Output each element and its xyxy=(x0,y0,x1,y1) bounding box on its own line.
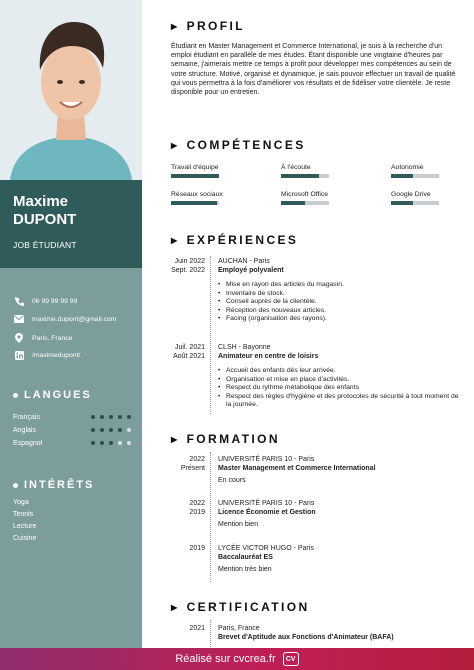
task-item: • Réception des nouveaux articles. xyxy=(218,307,464,316)
linkedin-text: /maximedupont/ xyxy=(32,351,81,359)
level-dot xyxy=(127,441,131,445)
languages-heading: LANGUES xyxy=(13,389,92,401)
skills-heading: ▶ COMPÉTENCES xyxy=(171,138,306,152)
language-level xyxy=(91,415,131,419)
skill-name: Travail d'équipe xyxy=(171,164,219,171)
certification-entry xyxy=(218,624,464,642)
language-level xyxy=(91,441,131,445)
skill-bar xyxy=(391,174,439,178)
map-pin-icon xyxy=(13,332,25,344)
triangle-right-icon: ▶ xyxy=(171,235,180,245)
education-school: LYCÉE VICTOR HUGO - Paris xyxy=(218,545,314,552)
triangle-right-icon: ▶ xyxy=(171,602,180,612)
skill-bar-fill xyxy=(171,201,217,205)
skill-bar-fill xyxy=(391,201,413,205)
skill-bar xyxy=(391,201,439,205)
first-name: Maxime xyxy=(13,193,69,210)
level-dot xyxy=(118,428,122,432)
certification-name: Brevet d'Aptitude aux Fonctions d'Animateur (BAFA) xyxy=(218,634,394,641)
education-note: En cours xyxy=(218,477,246,484)
skill-bar-fill xyxy=(281,201,305,205)
cvcrea-logo-icon: CV xyxy=(283,652,299,666)
profile-heading: ▶ PROFIL xyxy=(171,19,245,33)
email-text: maxime.dupont@gmail.com xyxy=(32,315,117,323)
task-item: • Inventaire de stock. xyxy=(218,290,464,299)
interests-heading: INTÉRÊTS xyxy=(13,479,94,491)
level-dot xyxy=(91,441,95,445)
experience-role: Employé polyvalent xyxy=(218,267,284,274)
experience-entry xyxy=(218,257,464,324)
task-item: • Respect des règles d'hygiène et des protocoles de sécurité à tout moment de la journée. xyxy=(218,393,464,410)
skill-item xyxy=(281,191,361,205)
level-dot xyxy=(109,428,113,432)
certification-date: 2021 xyxy=(189,625,205,632)
linkedin-icon xyxy=(13,349,25,361)
skill-bar xyxy=(171,201,219,205)
level-dot xyxy=(100,415,104,419)
experience-date: Juil. 2021 Août 2021 xyxy=(173,344,205,360)
experience-company: AUCHAN - Paris xyxy=(218,258,270,265)
experience-role: Animateur en centre de loisirs xyxy=(218,353,319,360)
language-row xyxy=(13,438,131,448)
task-item: • Organisation et mise en place d'activités. xyxy=(218,376,464,385)
triangle-right-icon: ▶ xyxy=(171,140,180,150)
profile-text: Étudiant en Master Management et Commerce International, je suis à la recherche d'un emploi étudiant en parallèle de mes études. Étant disponible une vingtaine d'heures par semaine, j'aimerais mettre ce temps à profit pour développer mes compétences au sein de votre structure. Motivé, organisé et dynamique, je sais pouvoir effectuer un travail de qualité qui vous permettra à la fois d'améliorer vos résultats et de fidéliser votre clientèle. Je reste disponible pour un entretien. xyxy=(171,43,456,97)
language-name: Anglais xyxy=(13,426,36,434)
timeline-line xyxy=(210,620,211,647)
certification-heading: ▶ CERTIFICATION xyxy=(171,600,310,614)
education-school: UNIVERSITÉ PARIS 10 - Paris xyxy=(218,456,315,463)
education-entry xyxy=(218,455,464,485)
contact-location xyxy=(13,332,72,344)
skill-item xyxy=(391,191,471,205)
education-entry xyxy=(218,544,464,574)
level-dot xyxy=(100,428,104,432)
skill-name: Google Drive xyxy=(391,191,431,198)
task-item: • Accueil des enfants dès leur arrivée. xyxy=(218,367,464,376)
education-degree: Baccalauréat ES xyxy=(218,554,273,561)
education-school: UNIVERSITÉ PARIS 10 - Paris xyxy=(218,500,315,507)
job-title: JOB ÉTUDIANT xyxy=(13,240,77,250)
skill-name: À l'écoute xyxy=(281,164,311,171)
certification-location: Paris, France xyxy=(218,625,260,632)
profile-photo xyxy=(0,0,142,180)
language-name: Espagnol xyxy=(13,439,43,447)
language-level xyxy=(91,428,131,432)
level-dot xyxy=(118,415,122,419)
education-note: Mention très bien xyxy=(218,566,272,573)
triangle-right-icon: ▶ xyxy=(171,21,180,31)
interest-item: Lecture xyxy=(13,523,37,530)
contact-linkedin[interactable] xyxy=(13,349,80,361)
footer-banner[interactable] xyxy=(0,648,474,670)
level-dot xyxy=(127,428,131,432)
interest-item: Yoga xyxy=(13,499,29,506)
task-item: • Facing (organisation des rayons). xyxy=(218,315,464,324)
skill-bar-fill xyxy=(171,174,219,178)
level-dot xyxy=(109,415,113,419)
skill-bar-fill xyxy=(281,174,319,178)
skill-bar xyxy=(171,174,219,178)
interest-item: Tennis xyxy=(13,511,34,518)
education-heading: ▶ FORMATION xyxy=(171,432,280,446)
level-dot xyxy=(91,415,95,419)
skill-item xyxy=(171,164,251,178)
contact-email[interactable] xyxy=(13,313,116,325)
education-degree: Master Management et Commerce International xyxy=(218,465,376,472)
task-item: • Respect du rythme métabolique des enfants xyxy=(218,384,464,393)
skill-item xyxy=(171,191,251,205)
skill-bar-fill xyxy=(391,174,413,178)
bullet-dot-icon xyxy=(13,483,18,488)
skill-item xyxy=(281,164,361,178)
task-item: • Mise en rayon des articles du magasin. xyxy=(218,281,464,290)
level-dot xyxy=(127,415,131,419)
language-name: Français xyxy=(13,413,40,421)
phone-icon xyxy=(13,295,25,307)
education-date: 2019 xyxy=(189,545,205,552)
experience-entry xyxy=(218,343,464,410)
portrait-illustration xyxy=(0,0,142,180)
education-note: Mention bien xyxy=(218,521,259,528)
task-item: • Conseil auprès de la clientèle. xyxy=(218,298,464,307)
location-text: Paris, France xyxy=(32,334,73,342)
experience-heading: ▶ EXPÉRIENCES xyxy=(171,233,299,247)
education-degree: Licence Économie et Gestion xyxy=(218,509,316,516)
education-entry xyxy=(218,499,464,529)
bullet-dot-icon xyxy=(13,393,18,398)
mail-icon xyxy=(13,313,25,325)
education-date: 2022 2019 xyxy=(189,500,205,516)
triangle-right-icon: ▶ xyxy=(171,434,180,444)
task-list xyxy=(218,367,464,410)
level-dot xyxy=(118,441,122,445)
contact-phone xyxy=(13,295,77,307)
skill-item xyxy=(391,164,471,178)
interest-item: Cuisine xyxy=(13,535,37,542)
timeline-line xyxy=(210,256,211,414)
last-name: DUPONT xyxy=(13,211,77,228)
language-row xyxy=(13,425,131,435)
timeline-line xyxy=(210,452,211,582)
level-dot xyxy=(100,441,104,445)
experience-date: Juin 2022 Sept. 2022 xyxy=(171,258,205,274)
level-dot xyxy=(109,441,113,445)
experience-company: CLSH - Bayonne xyxy=(218,344,271,351)
skill-bar xyxy=(281,201,329,205)
level-dot xyxy=(91,428,95,432)
skill-name: Autonomie xyxy=(391,164,424,171)
footer-text: Réalisé sur cvcrea.fr xyxy=(175,653,276,665)
skill-name: Réseaux sociaux xyxy=(171,191,223,198)
task-list xyxy=(218,281,464,324)
education-date: 2022 Présent xyxy=(180,456,205,472)
skill-bar xyxy=(281,174,329,178)
phone-text: 06 99 99 99 99 xyxy=(32,297,78,305)
skill-name: Microsoft Office xyxy=(281,191,329,198)
language-row xyxy=(13,412,131,422)
